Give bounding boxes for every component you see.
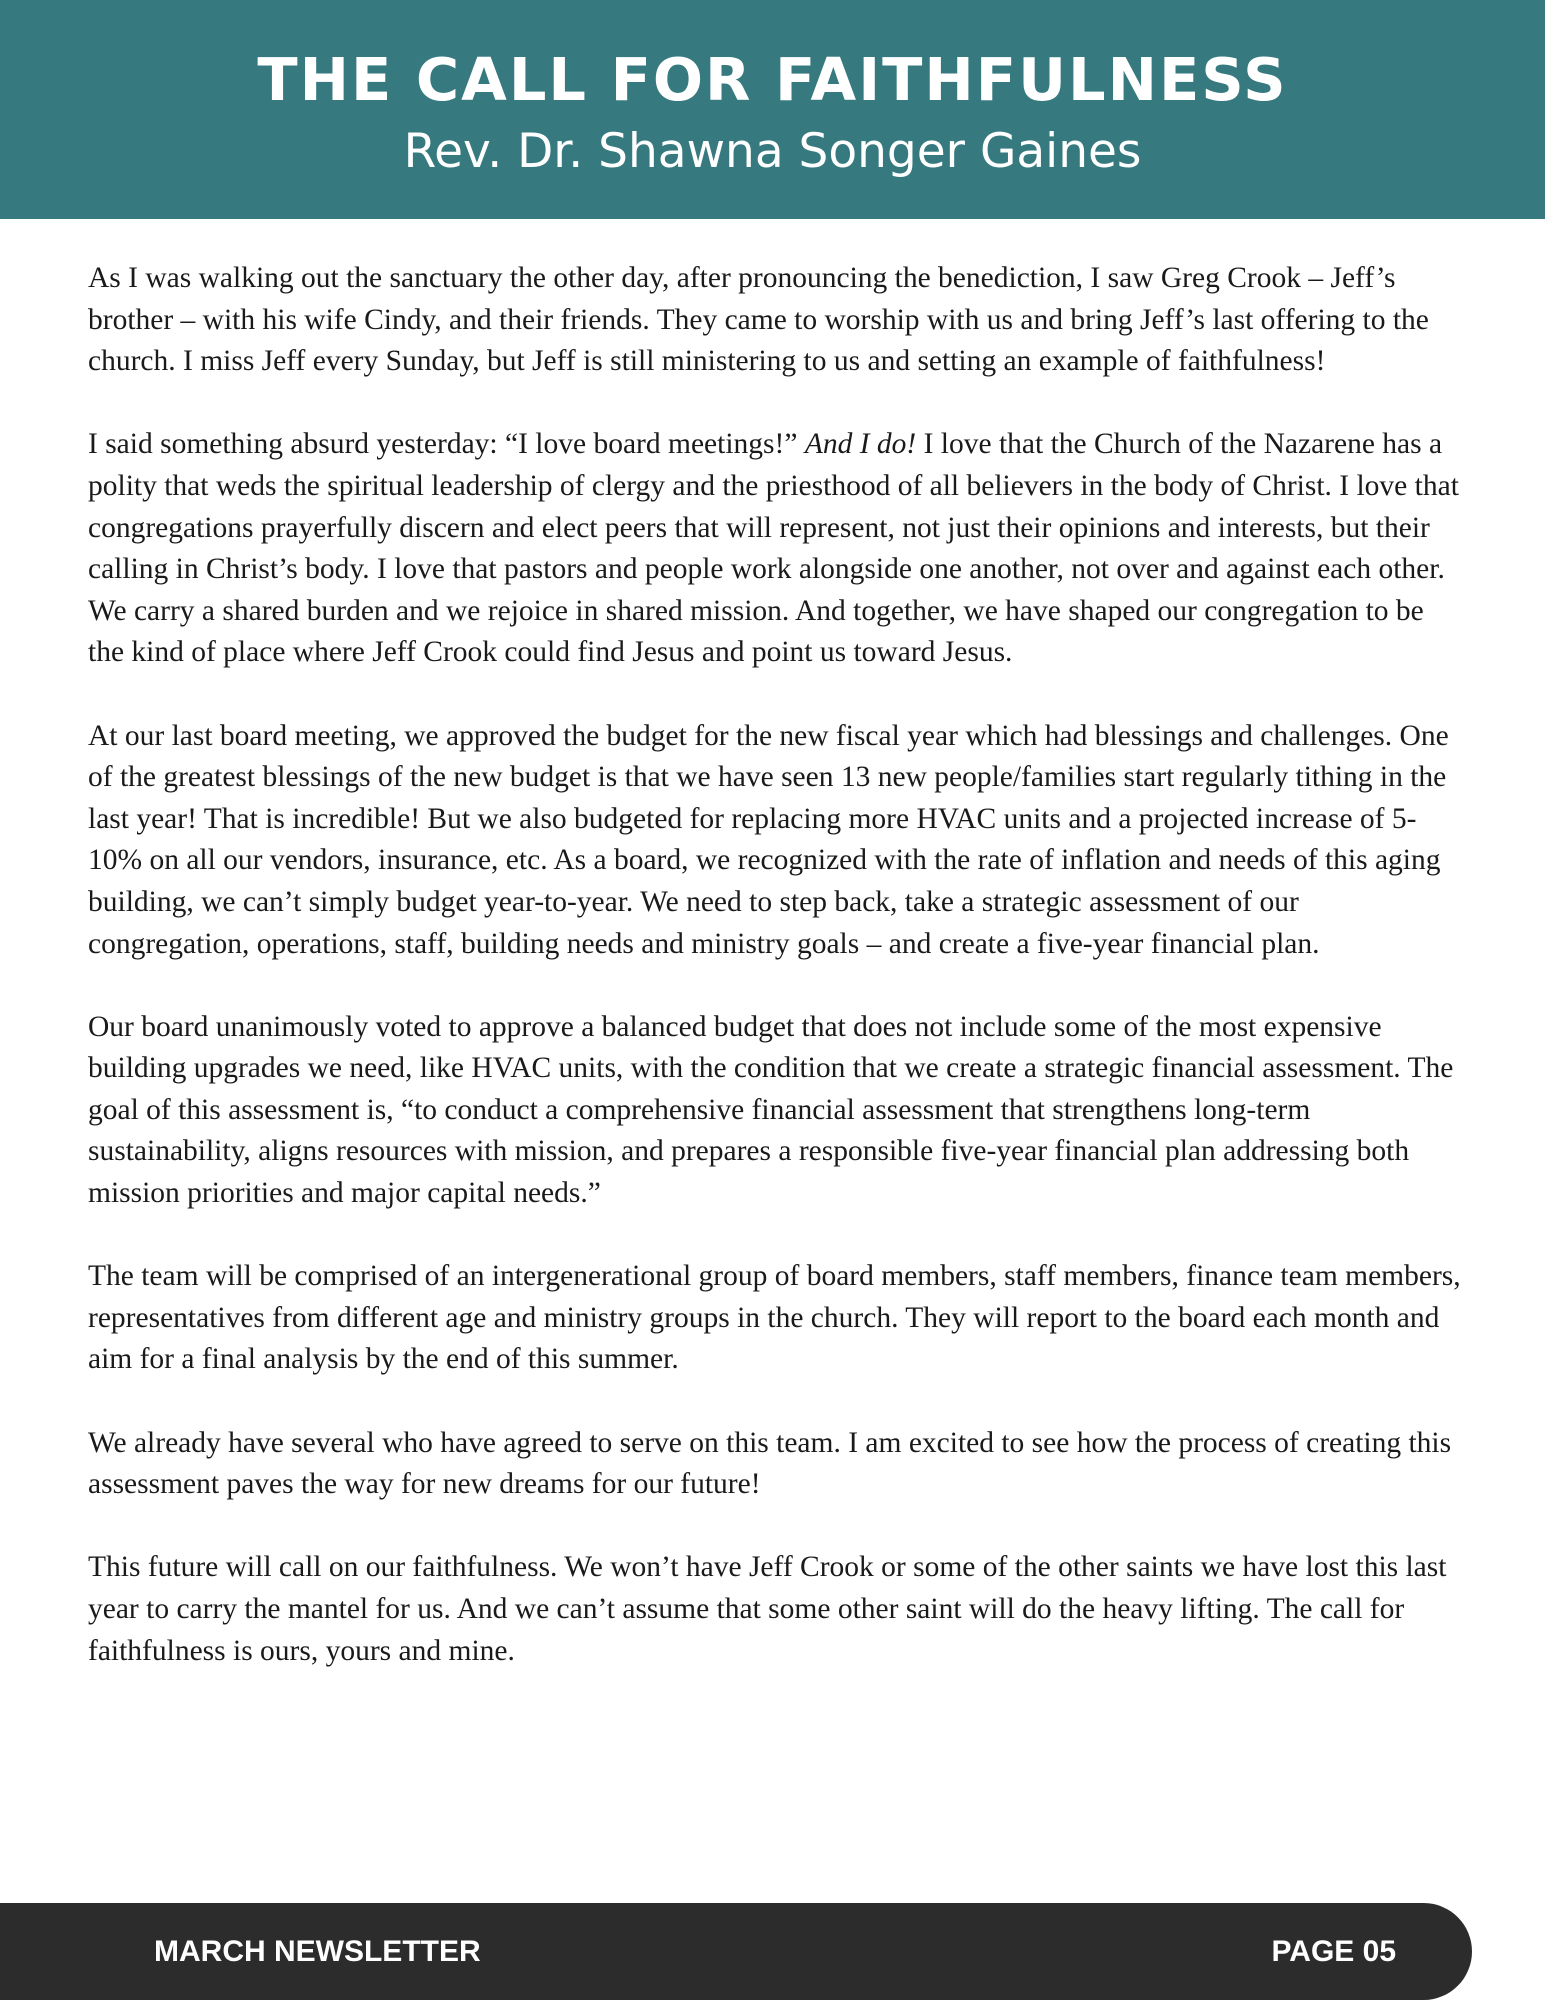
author-name: Rev. Dr. Shawna Songer Gaines bbox=[403, 124, 1142, 179]
paragraph-3: At our last board meeting, we approved the budget for the new fiscal year which had blessings and challenges. One of the greatest blessings of the new budget is that we have seen 13 new people/families start regularly tithing in the last year! That is incredible! But we also budgeted for replacing more HVAC units and a projected increase of 5-10% on all our vendors, insurance, etc. As a board, we recognized with the rate of inflation and needs of this aging building, we can’t simply budget year-to-year. We need to step back, take a strategic assessment of our congregation, operations, staff, building needs and ministry goals – and create a five-year financial plan. bbox=[88, 719, 1449, 960]
paragraph-7: This future will call on our faithfulness. We won’t have Jeff Crook or some of the other saints we have lost this last year to carry the mantel for us. And we can’t assume that some other saint will do the heavy lifting. The call for faithfulness is ours, yours and mine. bbox=[88, 1551, 1447, 1667]
article-body bbox=[88, 258, 1463, 1714]
paragraph-2-start: I said something absurd yesterday: “I love board meetings!” bbox=[88, 428, 805, 461]
paragraph-2-end: I love that the Church of the Nazarene has a polity that weds the spiritual leadership of clergy and the priesthood of all believers in the body of Christ. I love that congregations prayerfully discern and elect peers that will represent, not just their opinions and interests, but their calling in Christ’s body. I love that pastors and people work alongside one another, not over and against each other. We carry a shared burden and we rejoice in shared mission. And together, we have shaped our congregation to be the kind of place where Jeff Crook could find Jesus and point us toward Jesus. bbox=[88, 428, 1459, 669]
paragraph-4: Our board unanimously voted to approve a balanced budget that does not include some of the most expensive building upgrades we need, like HVAC units, with the condition that we create a strategic financial assessment. The goal of this assessment is, “to conduct a comprehensive financial assessment that strengthens long-term sustainability, aligns resources with mission, and prepares a responsible five-year financial plan addressing both mission priorities and major capital needs.” bbox=[88, 1010, 1454, 1210]
paragraph-2-emphasis: And I do! bbox=[804, 428, 917, 461]
paragraph-6: We already have several who have agreed to serve on this team. I am excited to see how the process of creating this assessment paves the way for new dreams for our future! bbox=[88, 1426, 1452, 1501]
footer-bar bbox=[0, 1903, 1472, 2000]
header-banner bbox=[0, 0, 1545, 219]
page-number: PAGE 05 bbox=[1271, 1935, 1396, 1968]
paragraph-5: The team will be comprised of an intergenerational group of board members, staff members, finance team members, representatives from different age and ministry groups in the church. They will report to the board each month and aim for a final analysis by the end of this summer. bbox=[88, 1260, 1461, 1376]
paragraph-1: As I was walking out the sanctuary the other day, after pronouncing the benediction, I saw Greg Crook – Jeff’s brother – with his wife Cindy, and their friends. They came to worship with us and bring Jeff’s last offering to the church. I miss Jeff every Sunday, but Jeff is still ministering to us and setting an example of faithfulness! bbox=[88, 262, 1429, 378]
page-title: THE CALL FOR FAITHFULNESS bbox=[257, 45, 1288, 114]
newsletter-label: MARCH NEWSLETTER bbox=[154, 1935, 481, 1968]
paragraph-2 bbox=[88, 424, 1463, 674]
